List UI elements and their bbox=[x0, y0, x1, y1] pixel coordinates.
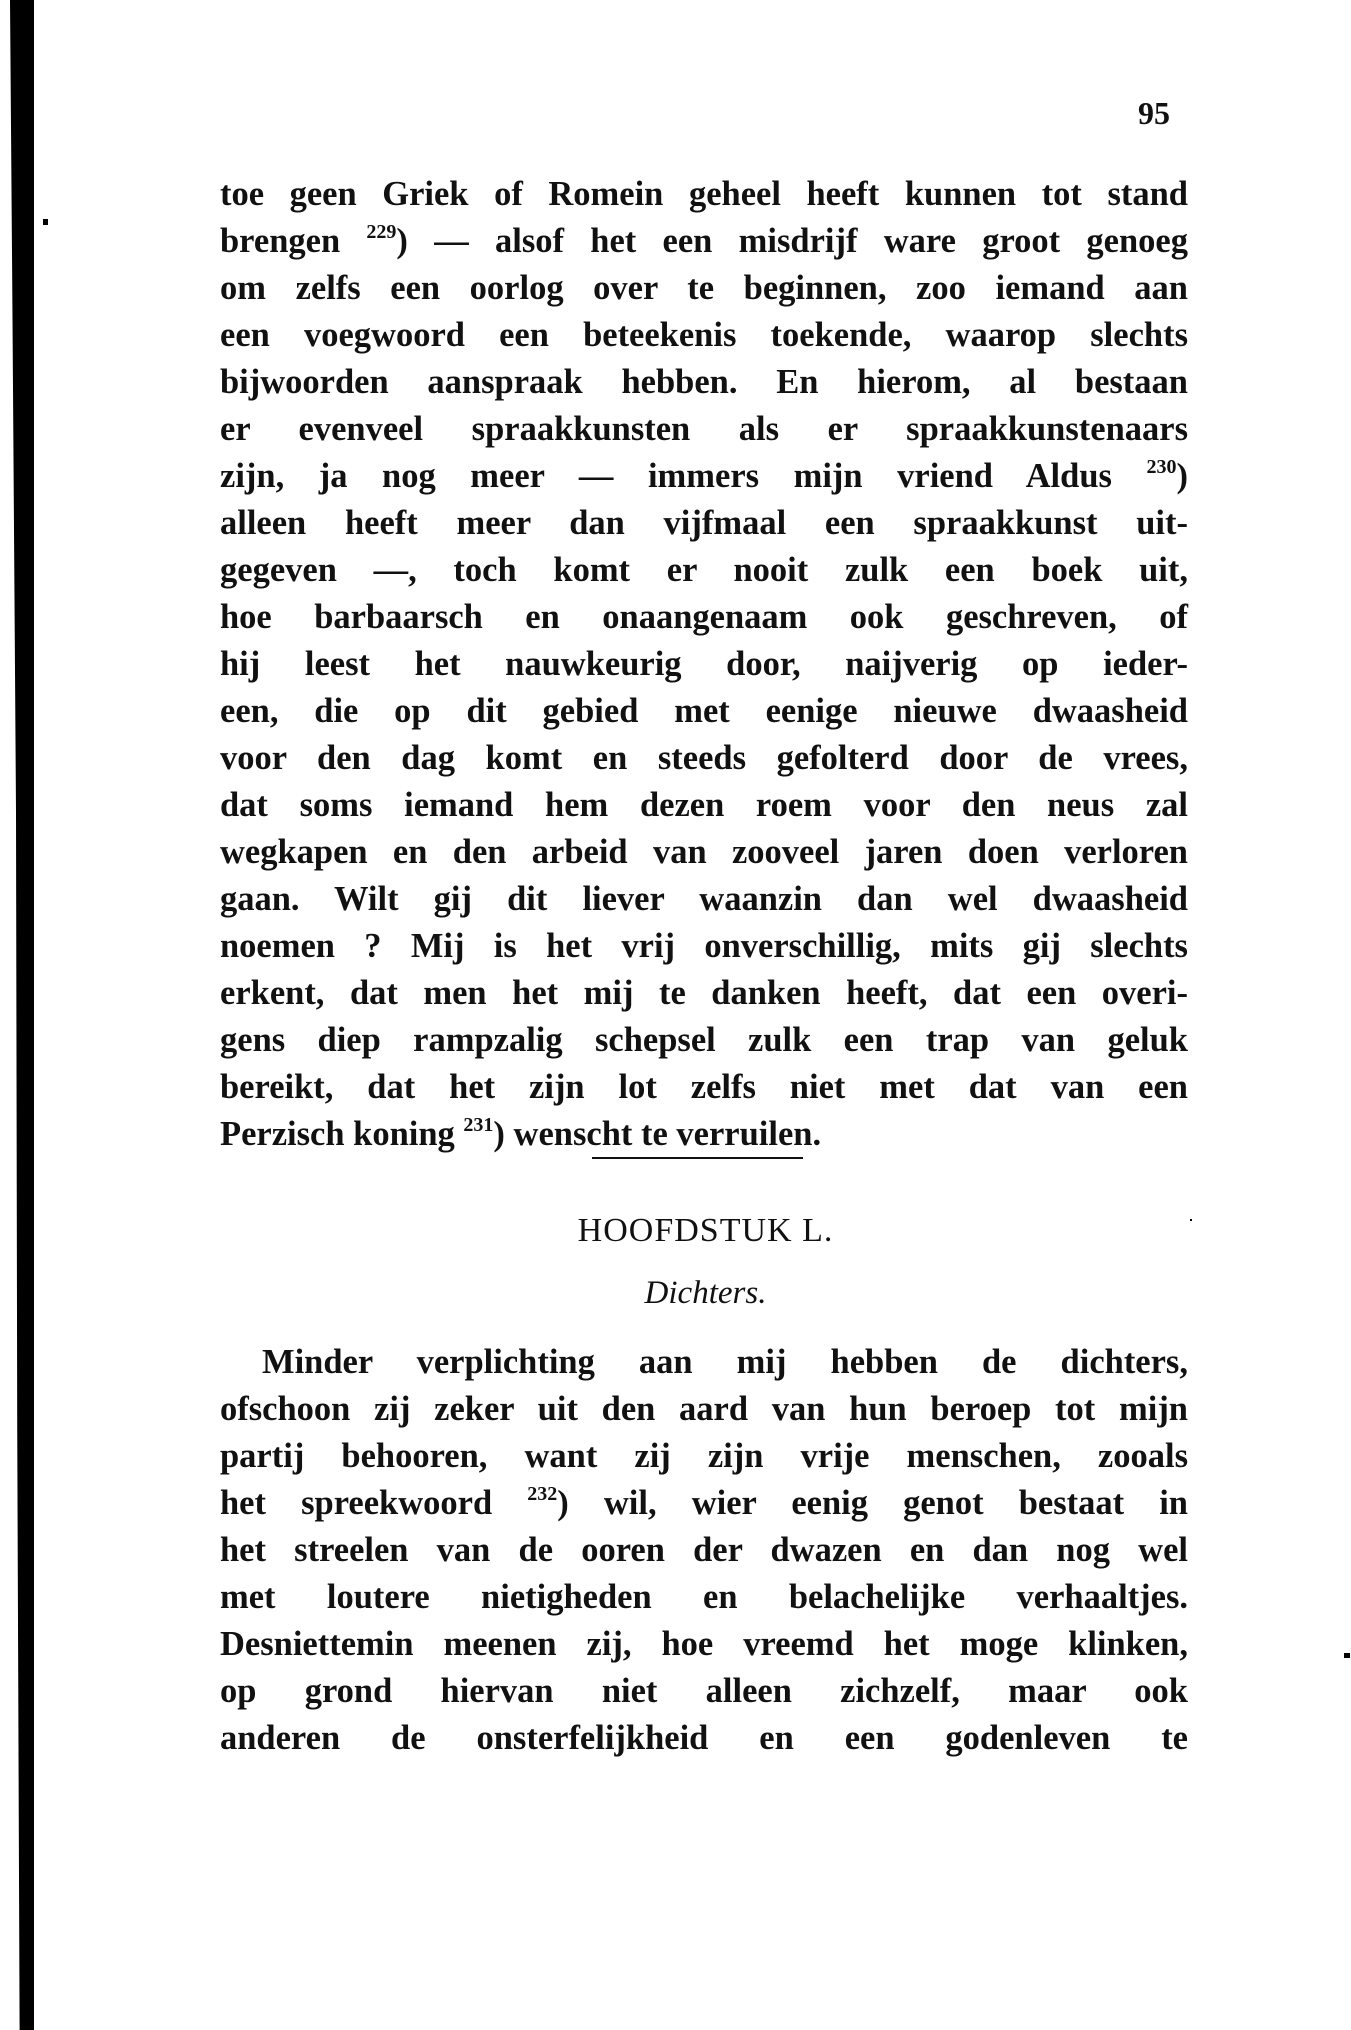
footnote-ref: 230 bbox=[1146, 456, 1177, 478]
text-line bbox=[220, 1386, 1188, 1433]
text-line bbox=[220, 453, 1188, 500]
line-text: brengen bbox=[220, 222, 367, 260]
line-text: het spreekwoord bbox=[220, 1484, 528, 1522]
line-text: een, die op dit gebied met eenige nieuwe dwaasheid bbox=[220, 692, 1188, 730]
text-line bbox=[220, 265, 1188, 312]
text-line bbox=[220, 1433, 1188, 1480]
text-line bbox=[220, 782, 1188, 829]
scan-binding-edge bbox=[10, 0, 34, 2030]
line-text: zijn, ja nog meer — immers mijn vriend Aldus bbox=[220, 457, 1147, 495]
text-line bbox=[220, 312, 1188, 359]
text-line bbox=[220, 1621, 1188, 1668]
text-line bbox=[220, 1715, 1188, 1762]
line-text: ofschoon zij zeker uit den aard van hun beroep tot mijn bbox=[220, 1390, 1188, 1428]
page-number: 95 bbox=[1138, 95, 1170, 131]
text-line bbox=[220, 970, 1188, 1017]
footnote-ref: 232 bbox=[527, 1483, 558, 1505]
text-line bbox=[220, 1017, 1188, 1064]
text-line bbox=[220, 594, 1188, 641]
line-text: gegeven —, toch komt er nooit zulk een boek uit, bbox=[220, 551, 1188, 589]
section-divider bbox=[592, 1157, 803, 1159]
line-text: Desniettemin meenen zij, hoe vreemd het moge klinken, bbox=[220, 1625, 1188, 1663]
text-line bbox=[220, 500, 1188, 547]
text-line bbox=[220, 829, 1188, 876]
line-text: toe geen Griek of Romein geheel heeft kunnen tot stand bbox=[220, 175, 1188, 213]
text-line bbox=[220, 1064, 1188, 1111]
line-text: ) wenscht te verruilen. bbox=[493, 1115, 822, 1153]
text-line bbox=[220, 923, 1188, 970]
footnote-ref: 231 bbox=[463, 1114, 494, 1136]
text-line bbox=[220, 359, 1188, 406]
line-text: met loutere nietigheden en belachelijke verhaaltjes. bbox=[220, 1578, 1188, 1616]
text-line bbox=[220, 1111, 1188, 1158]
text-line bbox=[220, 406, 1188, 453]
line-text: Perzisch koning bbox=[220, 1115, 464, 1153]
line-text: een voegwoord een beteekenis toekende, waarop slechts bbox=[220, 316, 1188, 354]
line-text: bereikt, dat het zijn lot zelfs niet met dat van een bbox=[220, 1068, 1188, 1106]
line-text: ) — alsof het een misdrijf ware groot genoeg bbox=[396, 222, 1188, 260]
text-line bbox=[220, 641, 1188, 688]
text-line bbox=[220, 218, 1188, 265]
line-text: ) bbox=[1176, 457, 1188, 495]
line-text: er evenveel spraakkunsten als er spraakkunstenaars bbox=[220, 410, 1188, 448]
chapter-subtitle: Dichters. bbox=[644, 1275, 767, 1311]
text-line bbox=[220, 171, 1188, 218]
text-line bbox=[220, 688, 1188, 735]
line-text: anderen de onsterfelijkheid en een godenleven te bbox=[220, 1719, 1188, 1757]
text-line bbox=[220, 547, 1188, 594]
line-text: Minder verplichting aan mij hebben de dichters, bbox=[262, 1343, 1188, 1381]
text-line bbox=[220, 1668, 1188, 1715]
line-text: dat soms iemand hem dezen roem voor den neus zal bbox=[220, 786, 1188, 824]
line-text: gaan. Wilt gij dit liever waanzin dan wel dwaasheid bbox=[220, 880, 1188, 918]
text-line bbox=[220, 1527, 1188, 1574]
text-line bbox=[220, 876, 1188, 923]
line-text: bijwoorden aanspraak hebben. En hierom, al bestaan bbox=[220, 363, 1188, 401]
text-line bbox=[220, 1480, 1188, 1527]
body-text-section-2 bbox=[220, 1339, 1188, 1762]
line-text: partij behooren, want zij zijn vrije menschen, zooals bbox=[220, 1437, 1188, 1475]
scan-speck bbox=[43, 219, 48, 225]
line-text: hij leest het nauwkeurig door, naijverig op ieder- bbox=[220, 645, 1188, 683]
text-line bbox=[220, 1574, 1188, 1621]
line-text: om zelfs een oorlog over te beginnen, zoo iemand aan bbox=[220, 269, 1188, 307]
line-text: alleen heeft meer dan vijfmaal een spraakkunst uit- bbox=[220, 504, 1188, 542]
body-text-section-1 bbox=[220, 171, 1188, 1158]
line-text: gens diep rampzalig schepsel zulk een trap van geluk bbox=[220, 1021, 1188, 1059]
text-line bbox=[220, 735, 1188, 782]
line-text: hoe barbaarsch en onaangenaam ook geschreven, of bbox=[220, 598, 1188, 636]
text-line bbox=[220, 1339, 1188, 1386]
line-text: erkent, dat men het mij te danken heeft, dat een overi- bbox=[220, 974, 1188, 1012]
line-text: noemen ? Mij is het vrij onverschillig, mits gij slechts bbox=[220, 927, 1188, 965]
line-text: het streelen van de ooren der dwazen en dan nog wel bbox=[220, 1531, 1188, 1569]
line-text: op grond hiervan niet alleen zichzelf, maar ook bbox=[220, 1672, 1188, 1710]
line-text: voor den dag komt en steeds gefolterd door de vrees, bbox=[220, 739, 1188, 777]
line-text: wegkapen en den arbeid van zooveel jaren doen verloren bbox=[220, 833, 1188, 871]
line-text: ) wil, wier eenig genot bestaat in bbox=[557, 1484, 1188, 1522]
chapter-heading: HOOFDSTUK L. bbox=[577, 1212, 834, 1249]
footnote-ref: 229 bbox=[366, 221, 397, 243]
scan-speck bbox=[1344, 1653, 1350, 1658]
